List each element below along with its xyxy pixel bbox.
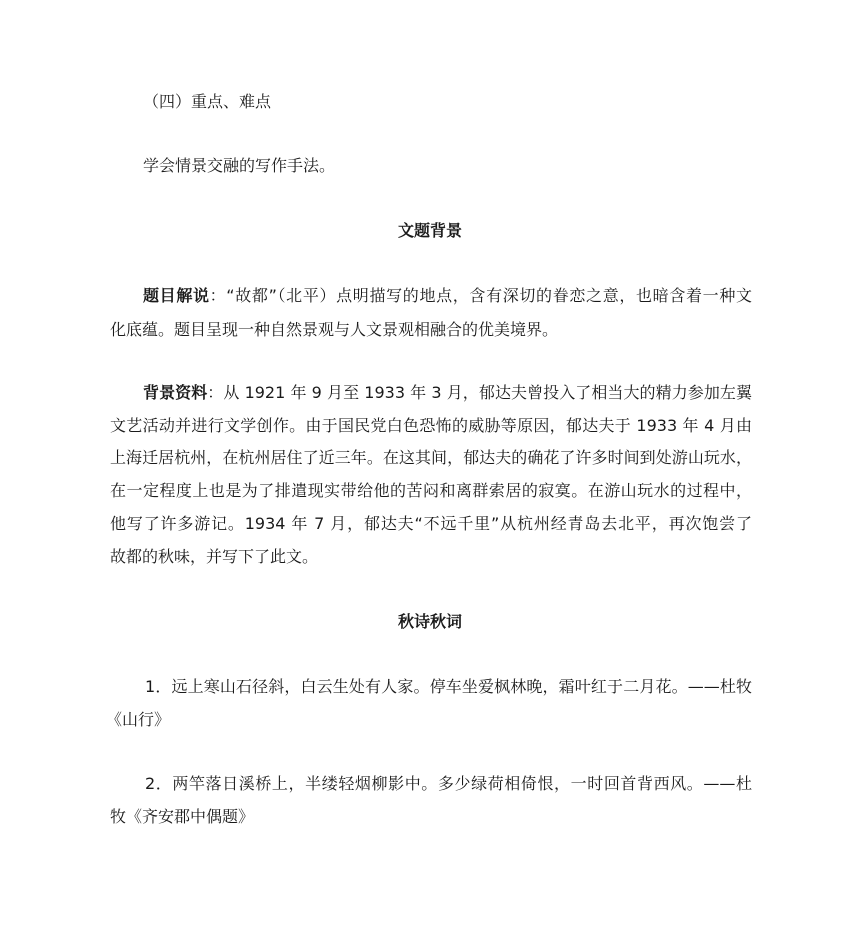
poems-title: 秋诗秋词 xyxy=(397,612,462,631)
background-material-line-4: 在一定程度上也是为了排遣现实带给他的苦闷和离群索居的寂寞。在游山玩水的过程中， xyxy=(110,481,752,500)
background-title: 文题背景 xyxy=(397,221,462,240)
background-material-line-3: 上海迁居杭州，在杭州居住了近三年。在这其间，郁达夫的确花了许多时间到处游山玩水， xyxy=(110,448,752,467)
background-material-line-1 xyxy=(143,383,752,403)
title-explanation-text: ：“故都”（北平）点明描写的地点，含有深切的眷恋之意，也暗含着一种文 xyxy=(209,286,752,305)
title-explanation-label: 题目解说 xyxy=(143,286,210,305)
background-material-label: 背景资料 xyxy=(143,383,208,402)
background-material-line-5: 他写了许多游记。1934 年 7 月，郁达夫“不远千里”从杭州经青岛去北平，再次饱尝了 xyxy=(110,514,752,533)
background-material-text: ：从 1921 年 9 月至 1933 年 3 月，郁达夫曾投入了相当大的精力参加左翼 xyxy=(207,383,752,402)
poem-1-line-1: 1．远上寒山石径斜，白云生处有人家。停车坐爱枫林晚，霜叶红于二月花。——杜牧 xyxy=(145,677,752,696)
section-heading: （四）重点、难点 xyxy=(143,92,272,111)
background-material-line-6: 故都的秋味，并写下了此文。 xyxy=(110,547,319,566)
background-material-line-2: 文艺活动并进行文学创作。由于国民党白色恐怖的威胁等原因，郁达夫于 1933 年 4 月由 xyxy=(110,416,752,435)
title-explanation-line-2: 化底蕴。题目呈现一种自然景观与人文景观相融合的优美境界。 xyxy=(110,320,559,339)
objective-text: 学会情景交融的写作手法。 xyxy=(143,156,336,175)
poem-2-line-2: 牧《齐安郡中偶题》 xyxy=(110,807,255,826)
title-explanation-line-1 xyxy=(143,286,752,306)
poem-1-line-2: 《山行》 xyxy=(106,710,171,729)
poem-2-line-1: 2．两竿落日溪桥上，半缕轻烟柳影中。多少绿荷相倚恨，一时回首背西风。——杜 xyxy=(145,774,752,793)
